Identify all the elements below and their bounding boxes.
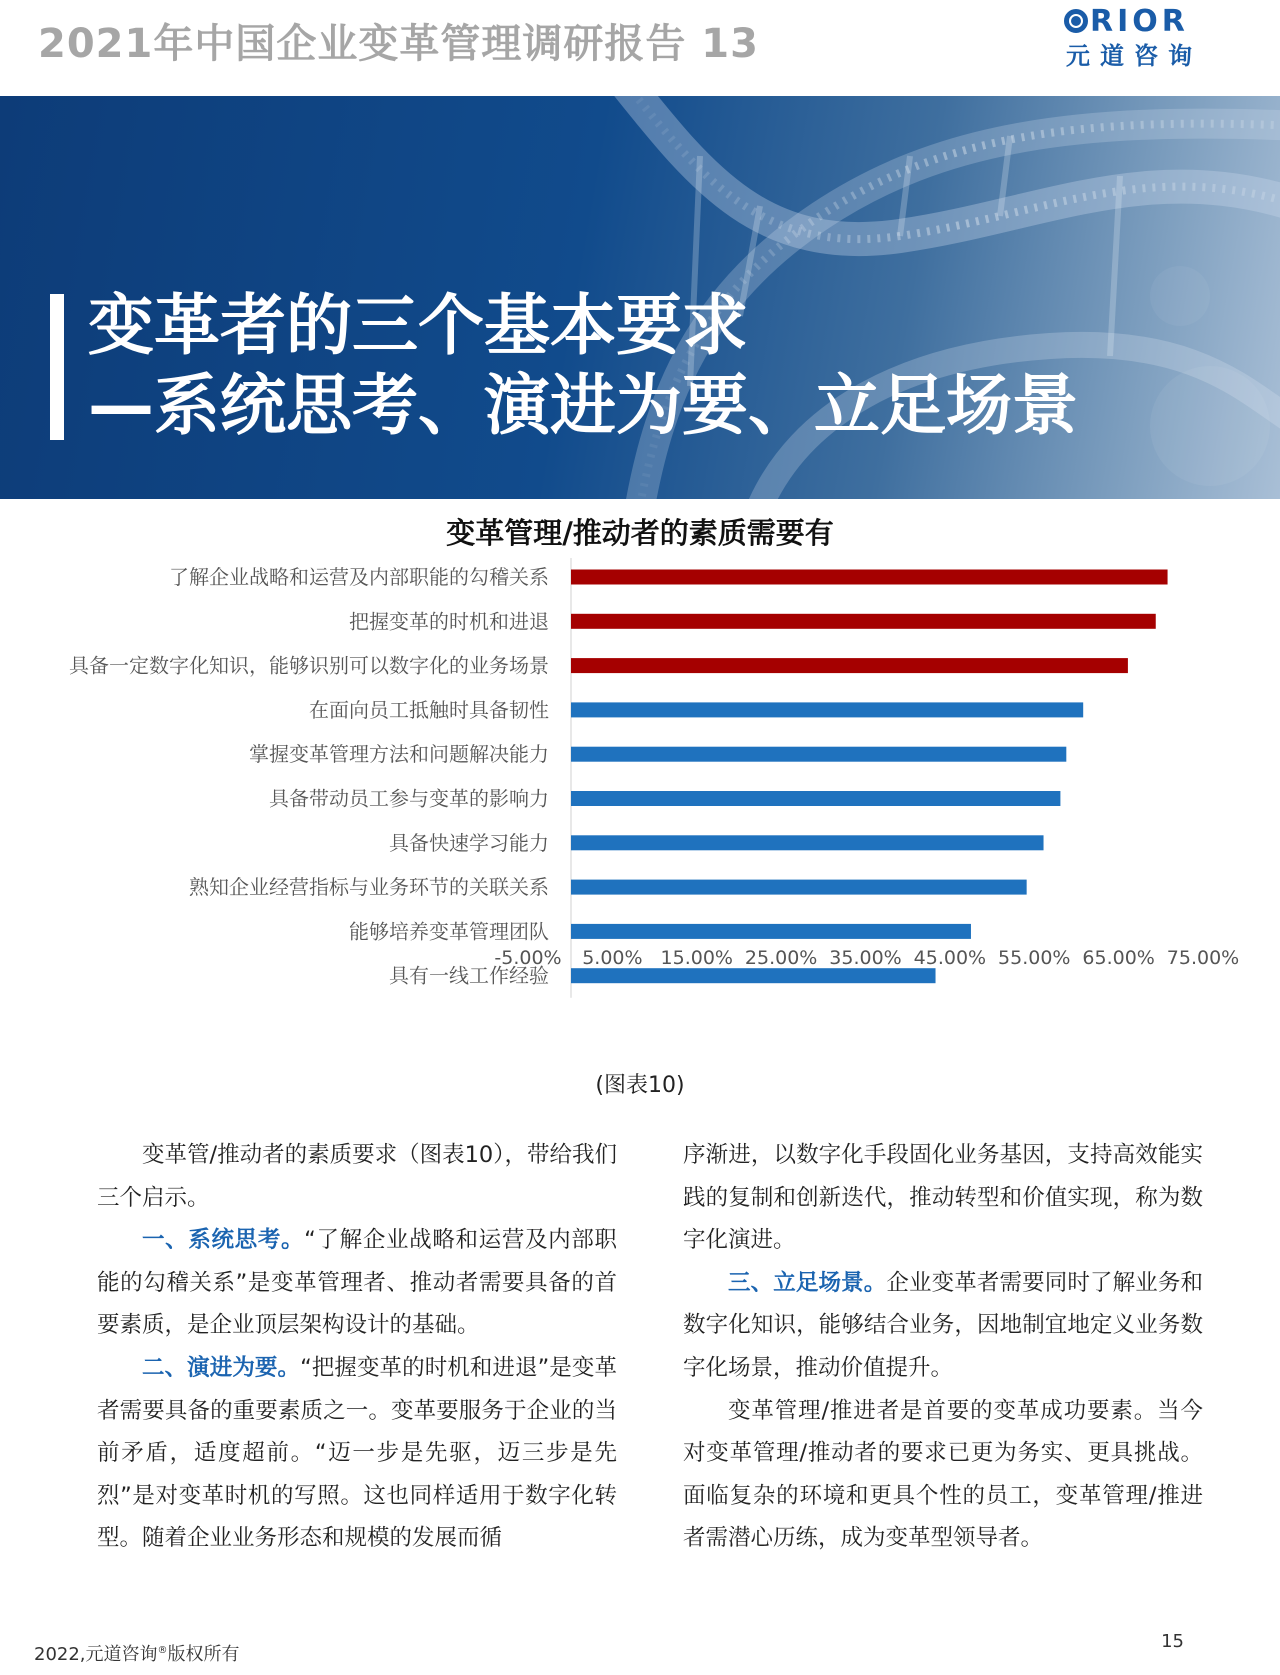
text-evolution: “把握变革的时机和进退”是变革者需要具备的重要素质之一。变革要服务于企业的当前矛盾，适度超前。“迈一步是先驱，迈三步是先烈”是对变革时机的写照。这也同样适用于数字化转型。随着企业业务形态和规模的发展而循	[97, 1354, 617, 1552]
x-tick-label-7: 55.00%	[998, 947, 1071, 969]
figure-caption: (图表10)	[595, 1073, 685, 1098]
body-column-right	[683, 1134, 1203, 1560]
x-tick-label-4: 25.00%	[744, 947, 818, 969]
category-label-3: 具备一定数字化知识，能够识别可以数字化的业务场景	[69, 653, 549, 678]
category-label-4: 在面向员工抵触时具备韧性	[309, 697, 549, 722]
x-tick-label-3: 15.00%	[660, 947, 733, 969]
orior-logo	[1064, 4, 1244, 70]
category-label-2: 把握变革的时机和进退	[349, 609, 549, 634]
logo-wordmark	[1064, 4, 1189, 39]
logo-chinese-name: 元道咨询	[1066, 42, 1202, 70]
text-scenario: 企业变革者需要同时了解业务和数字化知识，能够结合业务，因地制宜地定义业务数字化场景，推动价值提升。	[683, 1269, 1203, 1381]
paragraph-intro: 变革管/推动者的素质要求（图表10），带给我们三个启示。	[97, 1142, 617, 1211]
paragraph-evolution	[97, 1347, 617, 1560]
heading-scenario: 三、立足场景。	[728, 1269, 887, 1296]
bar-chart	[0, 550, 1280, 1040]
bar-5	[571, 747, 1066, 762]
x-tick-label-1: -5.00%	[494, 947, 562, 969]
x-tick-label-8: 65.00%	[1082, 947, 1155, 969]
page-heading	[88, 286, 1078, 446]
banner-accent-bar	[50, 294, 64, 440]
bar-4	[571, 702, 1083, 717]
bar-1	[571, 570, 1168, 585]
heading-evolution: 二、演进为要。	[142, 1354, 301, 1381]
bar-6	[571, 791, 1060, 806]
category-label-5: 掌握变革管理方法和问题解决能力	[249, 742, 549, 767]
category-label-6: 具备带动员工参与变革的影响力	[269, 786, 549, 811]
bar-2	[571, 614, 1156, 629]
logo-wordmark-text: RIOR	[1090, 4, 1189, 39]
x-tick-label-9: 75.00%	[1166, 947, 1240, 969]
page-heading-line2: —系统思考、演进为要、立足场景	[88, 367, 1078, 444]
x-tick-label-2: 5.00%	[582, 947, 643, 969]
page-number: 15	[1161, 1631, 1184, 1652]
paragraph-scenario	[683, 1262, 1203, 1390]
paragraph-system-thinking	[97, 1219, 617, 1347]
text-system-thinking: “了解企业战略和运营及内部职能的勾稽关系”是变革管理者、推动者需要具备的首要素质，是企业顶层架构设计的基础。	[97, 1227, 617, 1339]
category-label-8: 熟知企业经营指标与业务环节的关联关系	[189, 875, 549, 900]
heading-system-thinking: 一、系统思考。	[142, 1227, 305, 1254]
registered-mark: ®	[157, 1645, 168, 1656]
chart-title: 变革管理/推动者的素质需要有	[446, 516, 834, 550]
category-label-9: 能够培养变革管理团队	[349, 919, 549, 944]
title-banner	[0, 96, 1280, 499]
bar-7	[571, 835, 1044, 850]
logo-o-icon	[1064, 9, 1088, 33]
paragraph-evolution-cont: 序渐进，以数字化手段固化业务基因，支持高效能实践的复制和创新迭代，推动转型和价值实现，称为数字化演进。	[683, 1142, 1203, 1254]
bar-8	[571, 880, 1027, 895]
paragraph-conclusion: 变革管理/推进者是首要的变革成功要素。当今对变革管理/推动者的要求已更为务实、更具挑战。面临复杂的环境和更具个性的员工，变革管理/推进者需潜心历练，成为变革型领导者。	[683, 1397, 1203, 1552]
bar-3	[571, 658, 1128, 673]
category-label-1: 了解企业战略和运营及内部职能的勾稽关系	[169, 565, 549, 589]
copyright-suffix: 版权所有	[167, 1644, 240, 1665]
report-title: 2021年中国企业变革管理调研报告 13	[38, 21, 759, 67]
body-column-left	[97, 1134, 617, 1560]
category-label-10: 具有一线工作经验	[389, 963, 549, 988]
copyright-prefix: 2022,元道咨询	[34, 1644, 158, 1665]
bar-10	[571, 968, 936, 983]
x-tick-label-6: 45.00%	[913, 947, 987, 969]
bar-9	[571, 924, 971, 939]
footer-copyright	[34, 1640, 240, 1666]
category-label-7: 具备快速学习能力	[389, 830, 549, 855]
x-tick-label-5: 35.00%	[829, 947, 902, 969]
page-heading-line1: 变革者的三个基本要求	[88, 287, 748, 364]
